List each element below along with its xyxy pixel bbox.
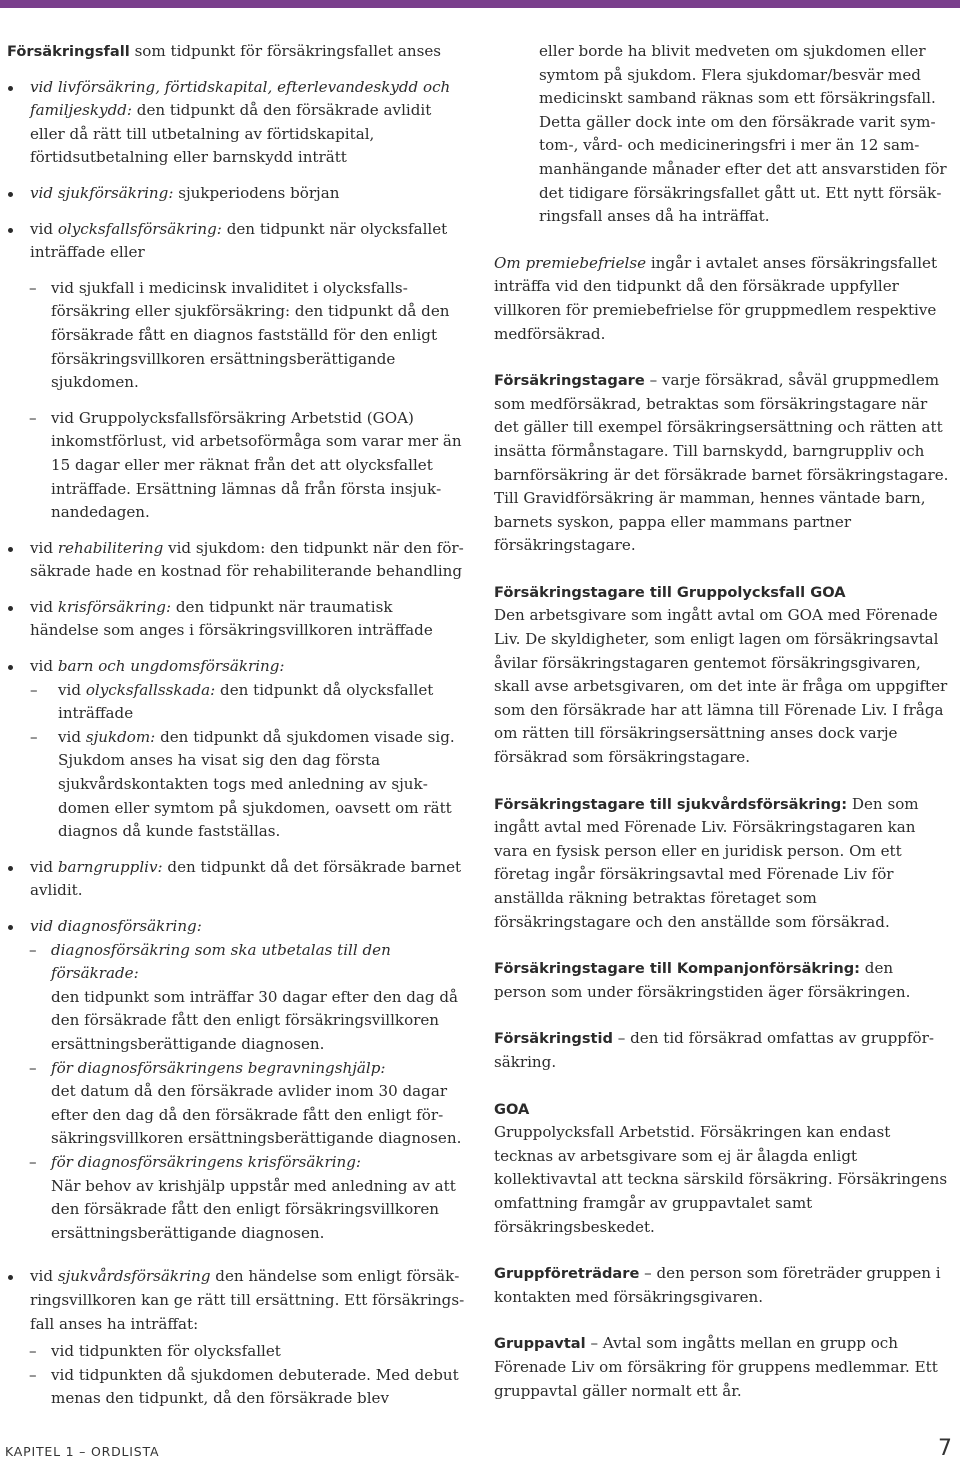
page-number: 7 [938,1436,952,1461]
list-item: vid diagnosförsäkring: [7,915,465,939]
list-item: vid rehabilitering vid sjukdom: den tidpunkt när den försäkrade hade en kostnad för rehabiliterande behandling [7,537,465,584]
left-column [7,40,465,1411]
sub-list-item: – vid tidpunkten för olycksfallet [7,1340,465,1364]
list-item: vid krisförsäkring: den tidpunkt när traumatisk händelse som anges i försäkringsvillkoren inträffade [7,596,465,643]
sub-list-item: – vid olycksfallsskada: den tidpunkt då olycksfallet inträffade [30,679,465,726]
top-accent-bar [0,0,960,8]
definition-gruppavtal: Gruppavtal – Avtal som ingåtts mellan en grupp och Förenade Liv om försäkring för gruppens medlemmar. Ett gruppavtal gäller normalt ett år. [494,1334,938,1400]
list-item: vid olycksfallsförsäkring: den tidpunkt när olycksfallet inträffade eller [7,218,465,265]
sub-list-item: – för diagnosförsäkringens begravningshjälp: det datum då den försäkrade avlider inom 30 dagar efter den dag då den försäkrade fått den enligt försäkringsvillkoren ersättningsberättigande diagnosen. [7,1057,465,1151]
definition-forsakringstagare-goa: Försäkringstagare till Gruppolycksfall GOA Den arbetsgivare som ingått avtal om GOA med Förenade Liv. De skyldigheter, som enligt lagen om försäkringsavtal åvilar försäkringstagaren gentemot försäkringsgivaren, skall avse arbetsgivaren, om det inte är fråga om uppgifter som den försäkrade har att lämna till Förenade Liv. I fråga om rätten till försäkringsersättning anses dock varje försäkrad som försäkringstagare. [494,583,948,767]
definition-forsakringstid: Försäkringstid – den tid försäkrad omfattas av gruppförsäkring. [494,1029,934,1071]
term-forsakringsfall: Försäkringsfall [7,43,130,60]
intro-paragraph: Försäkringsfall som tidpunkt för försäkringsfallet anses [7,42,441,60]
list-item: vid sjukförsäkring: sjukperiodens början [7,182,465,206]
sub-list-item: – vid tidpunkten då sjukdomen debuterade. Med debut menas den tidpunkt, då den försäkrade blev [7,1364,465,1411]
definition-goa: GOA Gruppolycksfall Arbetstid. Försäkringen kan endast tecknas av arbetsgivare som ej är ålagda enligt kollektivavtal att teckna särskild försäkring. Försäkringens omfattning framgår av gruppavtalet samt försäkringsbeskedet. [494,1100,948,1236]
sub-list-item: – för diagnosförsäkringens krisförsäkring: När behov av krishjälp uppstår med anledning av att den försäkrade fått den enligt försäkringsvillkoren ersättningsberättigande diagnosen. [7,1151,465,1245]
list-item: vid barn och ungdomsförsäkring: – vid olycksfallsskada: den tidpunkt då olycksfallet inträffade – vid sjukdom: den tidpunkt då sjukdomen visade sig. Sjukdom anses ha visat sig den dag första sjukvårdskontakten togs med anledning av sjukdomen eller symtom på sjukdomen, oavsett om rätt diagnos då kunde fastställas. [7,655,465,844]
sub-list-item: – vid Gruppolycksfallsförsäkring Arbetstid (GOA) inkomstförlust, vid arbetsoförmåga som varar mer än 15 dagar eller mer räknat från det att olycksfallet inträffade. Ersättning lämnas då från första insjuknandedagen. [7,407,465,525]
sub-list-item: – diagnosförsäkring som ska utbetalas till den försäkrade: den tidpunkt som inträffar 30 dagar efter den dag då den försäkrade fått den enligt försäkringsvillkoren ersättningsberättigande diagnosen. [7,939,465,1057]
sub-list-item: – vid sjukdom: den tidpunkt då sjukdomen visade sig. Sjukdom anses ha visat sig den dag första sjukvårdskontakten togs med anledning av sjukdomen eller symtom på sjukdomen, oavsett om rätt diagnos då kunde fastställas. [30,726,465,844]
list-item: vid sjukvårdsförsäkring den händelse som enligt försäkringsvillkoren kan ge rätt till ersättning. Ett försäkringsfall anses ha inträffat: [7,1265,465,1336]
definition-premiebefrielse: Om premiebefrielse ingår i avtalet anses försäkringsfallet inträffa vid den tidpunkt då den försäkrade uppfyller villkoren för premiebefrielse för gruppmedlem respektive medförsäkrad. [494,253,938,343]
list-item: vid livförsäkring, förtidskapital, efterlevandeskydd och familjeskydd: den tidpunkt då den försäkrade avlidit eller då rätt till utbetalning av förtidskapital, förtidsutbetalning eller barnskydd inträtt [7,76,465,170]
definition-forsakringstagare: Försäkringstagare – varje försäkrad, såväl gruppmedlem som medförsäkrad, betraktas som försäkringstagare när det gäller till exempel försäkringsersättning och rätten att insätta förmånstagare. Till barnskydd, barngruppliv och barnförsäkring är det försäkrade barnet försäkringstagare. Till Gravidförsäkring är mamman, hennes väntade barn, barnets syskon, pappa eller mammans partner försäkringstagare. [494,371,949,555]
definition-gruppforetradare: Gruppföreträdare – den person som företräder gruppen i kontakten med försäkringsgivaren. [494,1264,941,1306]
continued-paragraph: eller borde ha blivit medveten om sjukdomen eller symtom på sjukdom. Flera sjukdomar/besvär med medicinskt samband räknas som ett försäkringsfall. Detta gäller dock inte om den försäkrade varit symtom-, vård- och medicineringsfri i mer än 12 sammanhängande månader efter det att ansvarstiden för det tidigare försäkringsfallet gått ut. Ett nytt försäkringsfall anses då ha inträffat. [539,42,947,226]
footer-chapter-label: KAPITEL 1 – ORDLISTA [5,1444,160,1459]
list-item: vid barngruppliv: den tidpunkt då det försäkrade barnet avlidit. [7,856,465,903]
definition-forsakringstagare-sjukvard: Försäkringstagare till sjukvårdsförsäkring: Den som ingått avtal med Förenade Liv. Försäkringstagaren kan vara en fysisk person eller en juridisk person. Om ett företag ingår försäkringsavtal med Förenade Liv för anställda räkning betraktas företaget som försäkringstagare och den anställde som försäkrad. [494,794,919,931]
definition-forsakringstagare-kompanjon: Försäkringstagare till Kompanjonförsäkring: den person som under försäkringstiden äger försäkringen. [494,959,911,1001]
right-column [494,40,949,1426]
sub-list-item: – vid sjukfall i medicinsk invaliditet i olycksfallsförsäkring eller sjukförsäkring: den tidpunkt då den försäkrade fått en diagnos fastställd för den enligt försäkringsvillkoren ersättningsberättigande sjukdomen. [7,277,465,395]
